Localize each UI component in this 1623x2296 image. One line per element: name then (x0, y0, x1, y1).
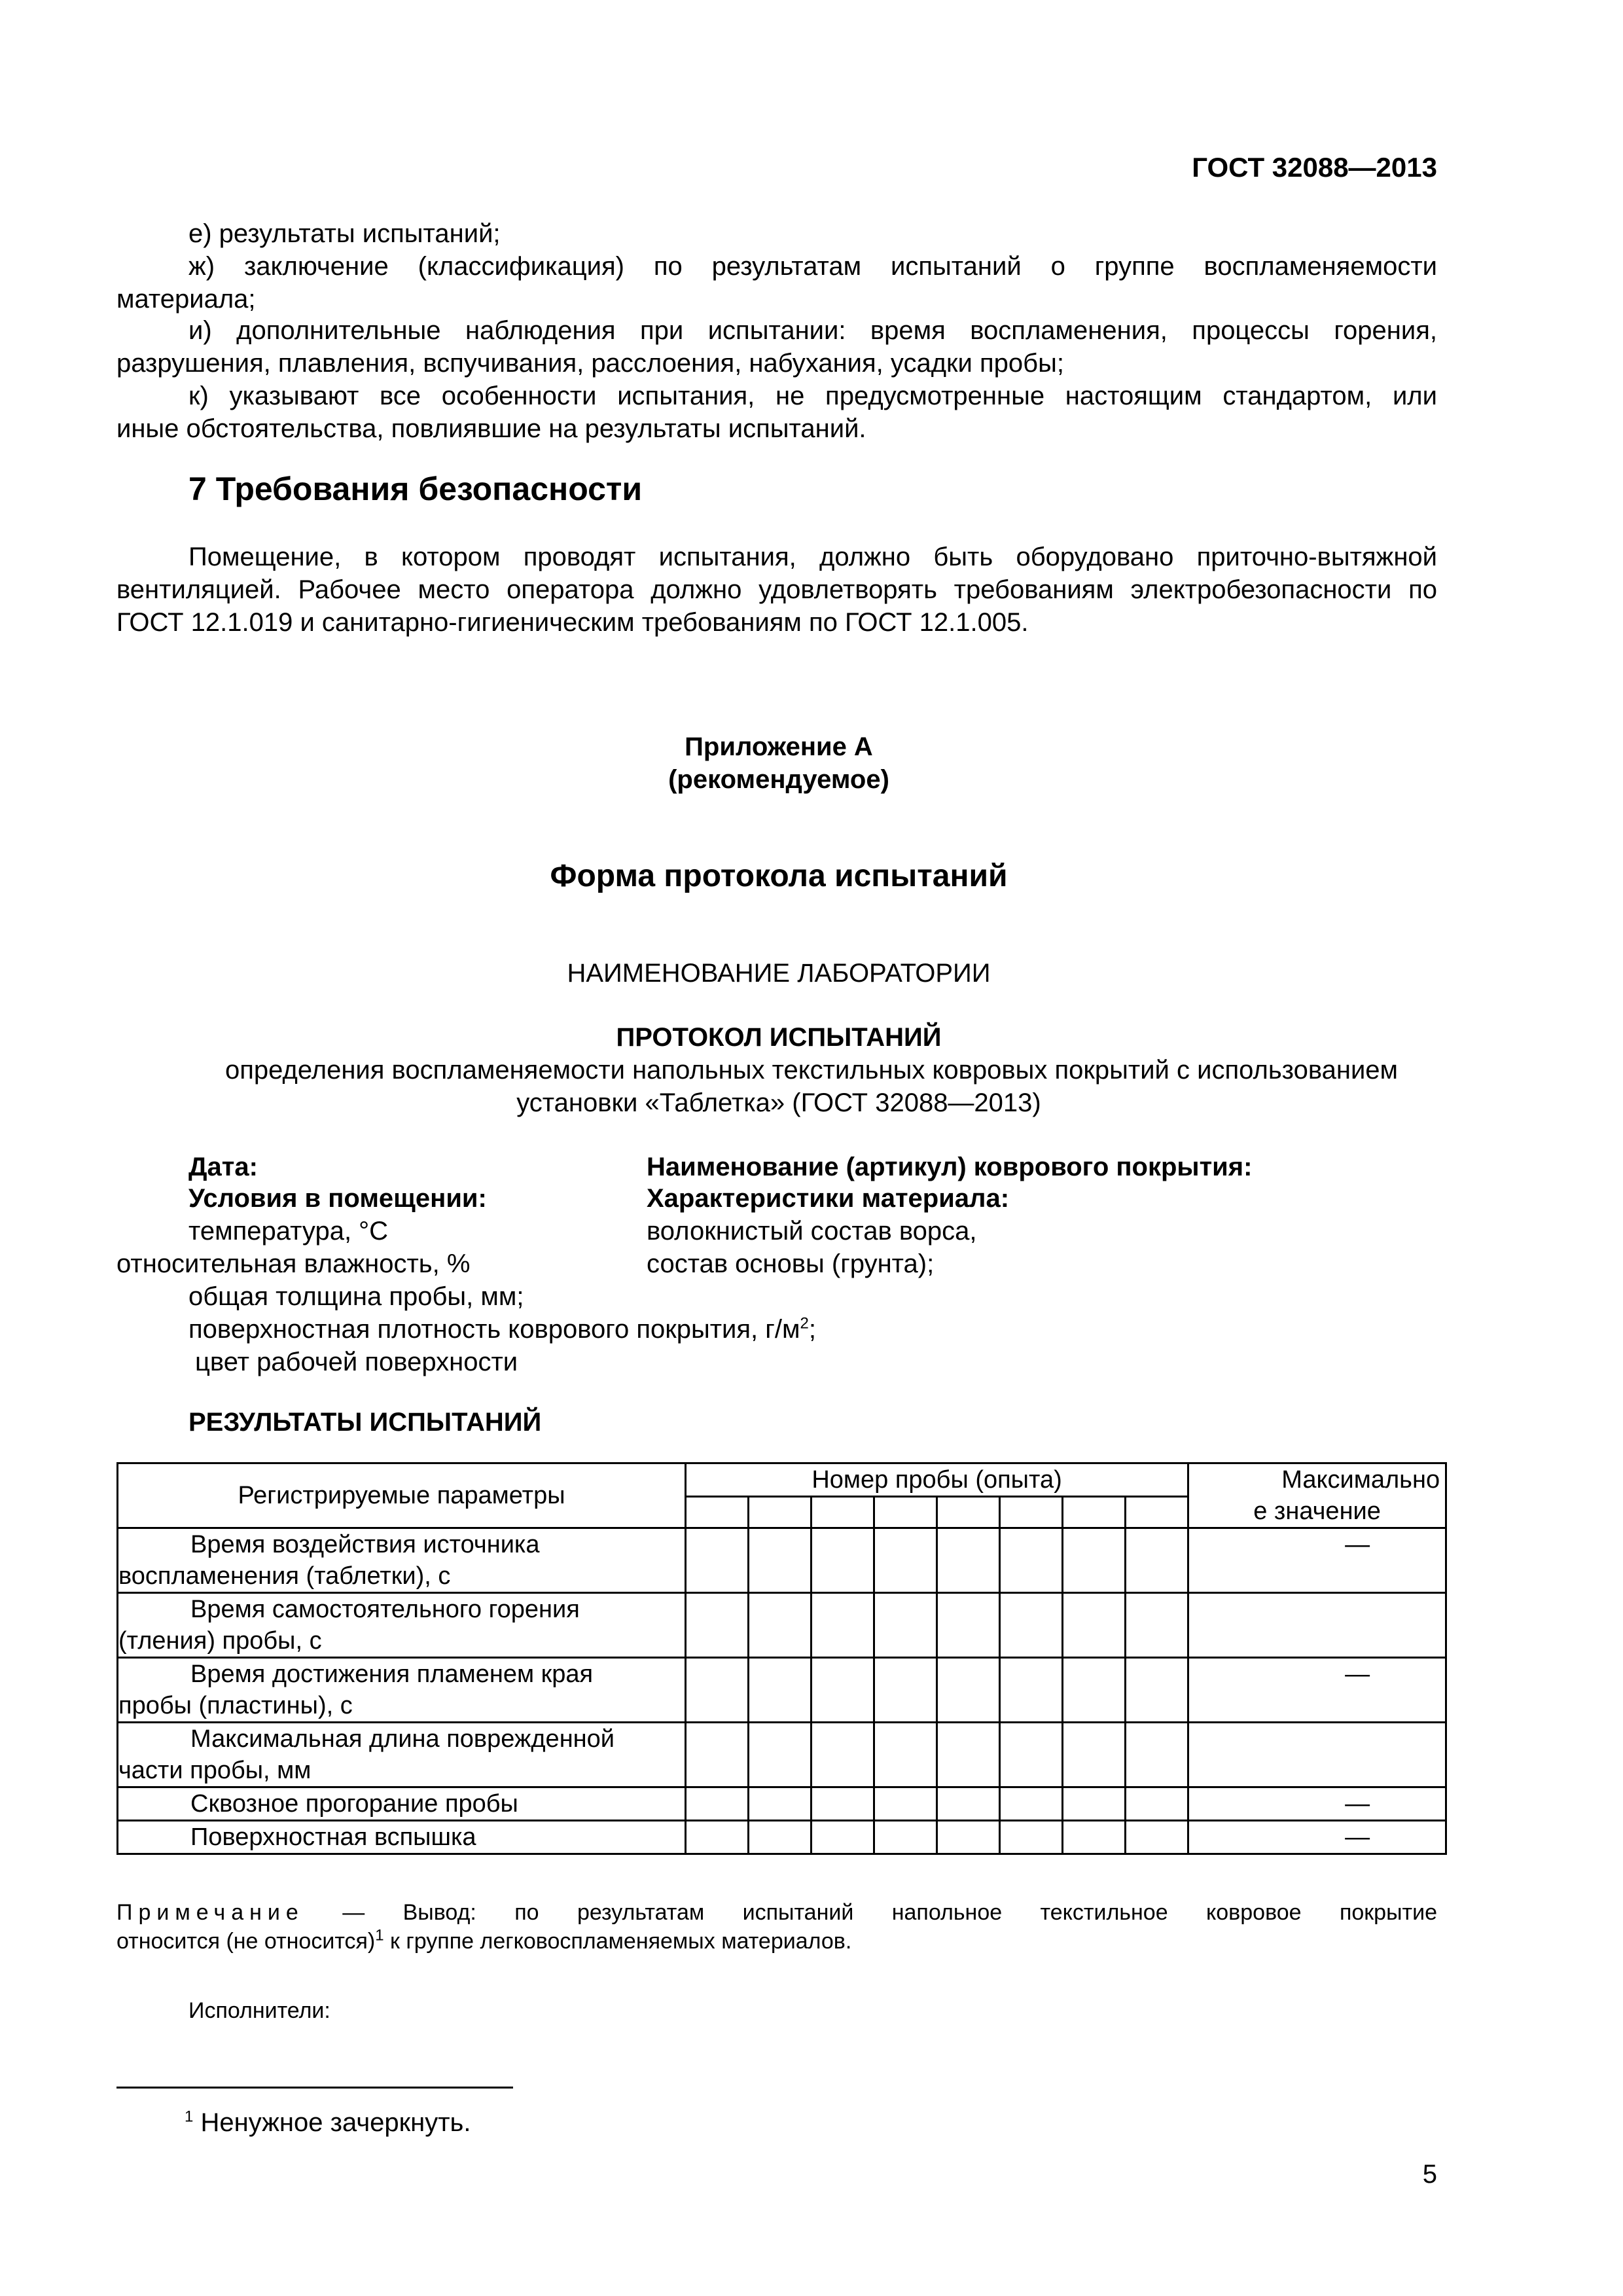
param-cell (118, 1787, 686, 1821)
param-line1: Время воздействия источника (190, 1531, 540, 1558)
section-7-heading: 7 Требования безопасности (188, 471, 643, 507)
material-chars-label: Характеристики материала: (647, 1184, 1010, 1213)
sample-value-cell (749, 1723, 812, 1787)
sample-value-cell (1063, 1593, 1126, 1658)
list-item-k-line1: к) указывают все особенности испытания, не предусмотренные настоящим стандартом, или (188, 382, 1437, 410)
sample-value-cell (1000, 1658, 1063, 1723)
sample-value-cell (686, 1658, 749, 1723)
list-item-i-line1: и) дополнительные наблюдения при испытании: время воспламенения, процессы горения, (188, 316, 1437, 345)
laboratory-name: НАИМЕНОВАНИЕ ЛАБОРАТОРИИ (567, 959, 991, 988)
sample-value-cell (937, 1528, 1000, 1593)
section-7-line2: вентиляцией. Рабочее место оператора должно удовлетворять требованиям электробезопасности по (116, 575, 1437, 604)
pile-composition-label: волокнистый состав ворса, (647, 1217, 977, 1246)
appendix-subtitle: (рекомендуемое) (668, 765, 889, 794)
sample-value-cell (1126, 1528, 1188, 1593)
color-label: цвет рабочей поверхности (195, 1348, 518, 1376)
table-header-row (118, 1463, 1446, 1497)
sample-value-cell (1126, 1723, 1188, 1787)
note-line2 (116, 1927, 851, 1956)
table-row (118, 1658, 1446, 1723)
note-label: Примечание (116, 1900, 304, 1925)
protocol-desc-line2: установки «Таблетка» (ГОСТ 32088—2013) (516, 1088, 1041, 1117)
footnote-text: Ненужное зачеркнуть. (200, 2108, 471, 2137)
param-line2: пробы (пластины), с (118, 1692, 353, 1719)
results-rows (118, 1528, 1446, 1854)
table-row (118, 1821, 1446, 1854)
param-line1: Время самостоятельного горения (190, 1596, 580, 1623)
header-max-line2: е значение (1253, 1498, 1381, 1525)
footnote (185, 2106, 471, 2139)
max-value-cell: — (1188, 1787, 1446, 1821)
param-line1: Поверхностная вспышка (190, 1823, 476, 1851)
sample-value-cell (1063, 1528, 1126, 1593)
appendix-title: Приложение А (685, 732, 873, 761)
sample-value-cell (1126, 1787, 1188, 1821)
max-value-cell (1188, 1723, 1446, 1787)
sample-value-cell (749, 1658, 812, 1723)
sample-col-4 (874, 1497, 937, 1528)
sample-value-cell (1063, 1658, 1126, 1723)
humidity-label: относительная влажность, % (116, 1249, 471, 1278)
sample-value-cell (812, 1593, 874, 1658)
table-row (118, 1528, 1446, 1593)
density-label (188, 1313, 816, 1346)
param-line2: воспламенения (таблетки), с (118, 1562, 451, 1590)
density-text: поверхностная плотность коврового покрытия, г/м (188, 1315, 800, 1344)
param-cell (118, 1528, 686, 1593)
thickness-label: общая толщина пробы, мм; (188, 1282, 524, 1311)
table-row (118, 1787, 1446, 1821)
sample-value-cell (749, 1528, 812, 1593)
sample-value-cell (812, 1787, 874, 1821)
max-value-cell: — (1188, 1528, 1446, 1593)
sample-value-cell (1000, 1821, 1063, 1854)
param-cell (118, 1593, 686, 1658)
note-line1 (116, 1898, 1437, 1927)
list-item-zh-line1: ж) заключение (классификация) по результатам испытаний о группе воспламеняемости (188, 252, 1437, 281)
sample-value-cell (812, 1658, 874, 1723)
sample-value-cell (812, 1821, 874, 1854)
param-line2: части пробы, мм (118, 1757, 312, 1784)
density-suffix: ; (808, 1315, 816, 1344)
sample-value-cell (937, 1787, 1000, 1821)
sample-value-cell (874, 1593, 937, 1658)
footnote-mark: 1 (185, 2108, 194, 2126)
performers-label: Исполнители: (188, 1998, 330, 2023)
sample-value-cell (1063, 1787, 1126, 1821)
sample-value-cell (686, 1787, 749, 1821)
sample-value-cell (1063, 1821, 1126, 1854)
protocol-desc-line1: определения воспламеняемости напольных текстильных ковровых покрытий с использованием (224, 1056, 1399, 1085)
sample-col-2 (749, 1497, 812, 1528)
note-line2-suffix: к группе легковоспламеняемых материалов. (383, 1929, 852, 1954)
table-row (118, 1593, 1446, 1658)
sample-value-cell (1126, 1821, 1188, 1854)
sample-value-cell (1000, 1723, 1063, 1787)
date-label: Дата: (188, 1153, 258, 1181)
sample-col-6 (1000, 1497, 1063, 1528)
density-unit-superscript: 2 (800, 1314, 809, 1333)
max-value-cell: — (1188, 1821, 1446, 1854)
results-heading: РЕЗУЛЬТАТЫ ИСПЫТАНИЙ (188, 1408, 542, 1437)
sample-value-cell (1000, 1787, 1063, 1821)
conditions-label: Условия в помещении: (188, 1184, 487, 1213)
base-composition-label: состав основы (грунта); (647, 1249, 935, 1278)
sample-value-cell (937, 1593, 1000, 1658)
max-value-cell: — (1188, 1658, 1446, 1723)
param-line1: Время достижения пламенем края (190, 1660, 594, 1688)
section-7-line3: ГОСТ 12.1.019 и санитарно-гигиеническим требованиям по ГОСТ 12.1.005. (116, 608, 1029, 637)
results-table (116, 1462, 1447, 1855)
sample-value-cell (937, 1821, 1000, 1854)
sample-col-8 (1126, 1497, 1188, 1528)
sample-col-1 (686, 1497, 749, 1528)
header-params: Регистрируемые параметры (118, 1463, 686, 1528)
page-number: 5 (1422, 2160, 1437, 2189)
param-line1: Сквозное прогорание пробы (190, 1790, 518, 1818)
note-footnote-mark: 1 (375, 1926, 384, 1945)
sample-value-cell (1126, 1593, 1188, 1658)
sample-value-cell (874, 1787, 937, 1821)
header-max-line1: Максимально (1281, 1466, 1440, 1494)
max-value-cell (1188, 1593, 1446, 1658)
list-item-e: е) результаты испытаний; (188, 219, 501, 248)
sample-value-cell (1126, 1658, 1188, 1723)
header-max-value (1188, 1463, 1446, 1528)
sample-value-cell (812, 1528, 874, 1593)
sample-value-cell (1063, 1723, 1126, 1787)
sample-col-5 (937, 1497, 1000, 1528)
temperature-label: температура, °С (188, 1217, 389, 1246)
section-7-line1: Помещение, в котором проводят испытания, должно быть оборудовано приточно-вытяжной (188, 543, 1437, 571)
param-cell (118, 1821, 686, 1854)
sample-value-cell (937, 1723, 1000, 1787)
sample-value-cell (749, 1593, 812, 1658)
sample-value-cell (937, 1658, 1000, 1723)
sample-value-cell (686, 1528, 749, 1593)
standard-number: ГОСТ 32088—2013 (1192, 152, 1437, 183)
table-row (118, 1723, 1446, 1787)
sample-value-cell (1000, 1593, 1063, 1658)
sample-col-3 (812, 1497, 874, 1528)
sample-value-cell (1000, 1528, 1063, 1593)
sample-value-cell (749, 1821, 812, 1854)
sample-value-cell (686, 1593, 749, 1658)
param-cell (118, 1723, 686, 1787)
footnote-separator (116, 2087, 513, 2089)
header-sample-number: Номер пробы (опыта) (686, 1463, 1188, 1497)
param-cell (118, 1658, 686, 1723)
param-line1: Максимальная длина поврежденной (190, 1725, 615, 1753)
sample-value-cell (749, 1787, 812, 1821)
sample-value-cell (686, 1821, 749, 1854)
list-item-zh-line2: материала; (116, 285, 256, 314)
carpet-name-label: Наименование (артикул) коврового покрытия: (647, 1153, 1253, 1181)
protocol-title: ПРОТОКОЛ ИСПЫТАНИЙ (616, 1023, 942, 1052)
param-line2: (тления) пробы, с (118, 1627, 322, 1655)
sample-col-7 (1063, 1497, 1126, 1528)
sample-value-cell (874, 1723, 937, 1787)
list-item-k-line2: иные обстоятельства, повлиявшие на результаты испытаний. (116, 414, 866, 443)
form-title: Форма протокола испытаний (550, 859, 1008, 893)
sample-value-cell (686, 1723, 749, 1787)
note-text: — Вывод: по результатам испытаний напольное текстильное ковровое покрытие (342, 1900, 1437, 1925)
sample-value-cell (874, 1658, 937, 1723)
note-line2-text: относится (не относится) (116, 1929, 376, 1954)
sample-value-cell (874, 1821, 937, 1854)
sample-value-cell (874, 1528, 937, 1593)
sample-value-cell (812, 1723, 874, 1787)
list-item-i-line2: разрушения, плавления, вспучивания, расслоения, набухания, усадки пробы; (116, 349, 1064, 378)
